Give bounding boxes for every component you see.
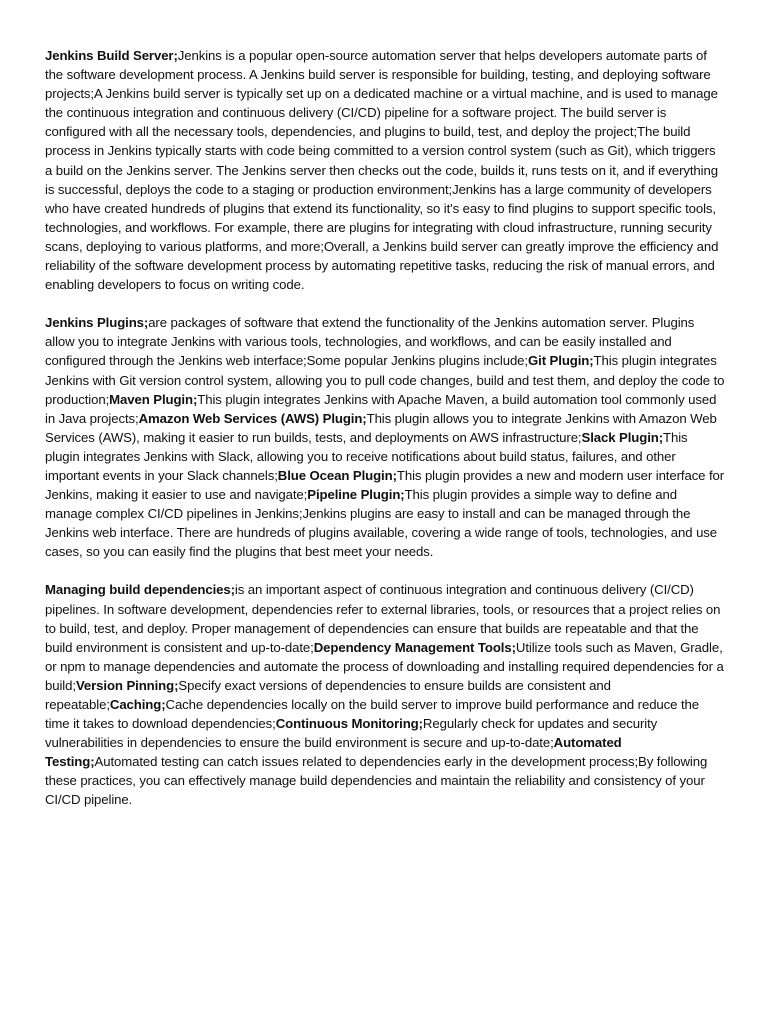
paragraph-jenkins-plugins [45,313,725,561]
body-text: Jenkins is a popular open-source automation server that helps developers automate parts of the software development process. A Jenkins build server is responsible for building, testing, and deploying software projects;A Jenkins build server is typically set up on a dedicated machine or a virtual machine, and is used to manage the continuous integration and continuous delivery (CI/CD) pipeline for a software project. The build server is configured with all the necessary tools, dependencies, and plugins to build, test, and deploy the project;The build process in Jenkins typically starts with code being committed to a version control system (such as Git), which triggers a build on the Jenkins server. The Jenkins server then checks out the code, builds it, runs tests on it, and if everything is successful, deploys the code to a staging or production environment;Jenkins has a large community of developers who have created hundreds of plugins that extend its functionality, so it's easy to find plugins to support specific tools, technologies, and workflows. For example, there are plugins for integrating with cloud infrastructure, running security scans, deploying to various platforms, and more;Overall, a Jenkins build server can greatly improve the efficiency and reliability of the software development process by automating repetitive tasks, reducing the risk of manual errors, and enabling developers to focus on writing code. [45,48,719,293]
body-text: Cache dependencies locally on the build server to improve build performance and reduce the time it takes to download dependencies; [45,697,699,732]
body-text: This plugin integrates Jenkins with Slack, allowing you to receive notifications about build status, failures, and other important events in your Slack channels; [45,429,688,483]
term-slack-plugin: Slack Plugin; [581,429,664,445]
heading-jenkins-build-server: Jenkins Build Server; [45,48,178,63]
body-text: are packages of software that extend the functionality of the Jenkins automation server. Plugins allow you to integrate Jenkins with various tools, technologies, and workflows, and can be easily installed and configured through the Jenkins web interface;Some popular Jenkins plugins include; [45,315,695,369]
term-blue-ocean-plugin: Blue Ocean Plugin; [277,467,397,483]
body-text: Automated testing can catch issues related to dependencies early in the development process;By following these practices, you can effectively manage build dependencies and maintain the reliability and consistency of your CI/CD pipeline. [45,754,708,808]
body-text: This plugin provides a new and modern user interface for Jenkins, making it easier to use and navigate; [45,467,725,503]
body-text: is an important aspect of continuous integration and continuous delivery (CI/CD) pipelines. In software development, dependencies refer to external libraries, tools, or resources that a project relies on to build, test, and deploy. Proper management of dependencies can ensure that builds are repeatable and that the build environment is consistent and up-to-date; [45,582,721,655]
body-text: This plugin integrates Jenkins with Git version control system, allowing you to pull code changes, build and test them, and deploy the code to production; [45,353,725,407]
term-continuous-monitoring: Continuous Monitoring; [275,716,423,732]
body-text: This plugin provides a simple way to define and manage complex CI/CD pipelines in Jenkins;Jenkins plugins are easy to install and can be managed through the Jenkins web interface. There are hundreds of plugins available, covering a wide range of tools, technologies, and use cases, so you can easily find the plugins that best meet your needs. [45,487,718,560]
term-automated-testing: Automated Testing; [45,735,622,770]
heading-jenkins-plugins: Jenkins Plugins; [45,315,149,331]
term-maven-plugin: Maven Plugin; [109,391,198,407]
body-text: Regularly check for updates and security vulnerabilities in dependencies to ensure the build environment is secure and up-to-date; [45,716,658,751]
body-text: Utilize tools such as Maven, Gradle, or npm to manage dependencies and automate the process of downloading and installing required dependencies for a build; [45,639,724,693]
body-text: Specify exact versions of dependencies to ensure builds are consistent and repeatable; [45,677,611,712]
paragraph-jenkins-build-server [45,46,725,294]
body-text: This plugin allows you to integrate Jenkins with Amazon Web Services (AWS), making it easier to run builds, tests, and deployments on AWS infrastructure; [45,410,717,445]
term-version-pinning: Version Pinning; [75,677,179,693]
term-pipeline-plugin: Pipeline Plugin; [307,487,405,503]
body-text: This plugin integrates Jenkins with Apache Maven, a build automation tool commonly used in Java projects; [45,391,717,426]
paragraph-managing-build-dependencies [45,580,725,809]
term-git-plugin: Git Plugin; [527,353,594,369]
heading-managing-build-dependencies: Managing build dependencies; [45,582,235,598]
term-aws-plugin: Amazon Web Services (AWS) Plugin; [138,410,367,426]
document-page [45,46,725,829]
term-dependency-management-tools: Dependency Management Tools; [313,639,516,655]
term-caching: Caching; [109,697,166,712]
